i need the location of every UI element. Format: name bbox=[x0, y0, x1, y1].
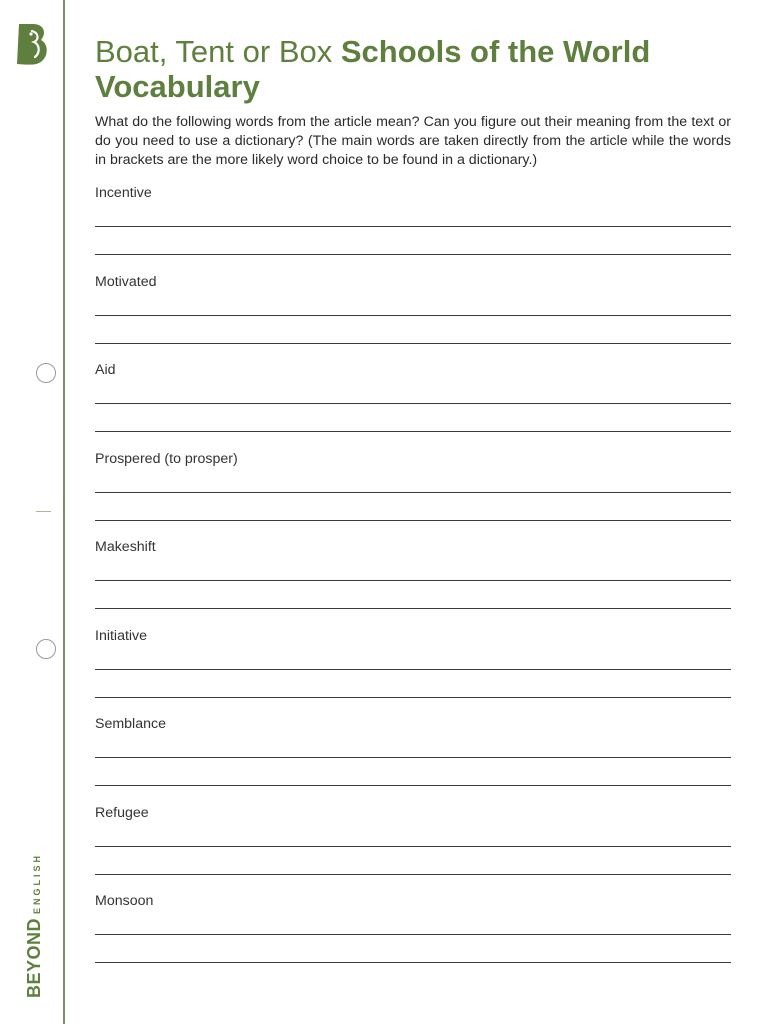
answer-line[interactable] bbox=[95, 846, 731, 847]
fold-mark bbox=[36, 511, 51, 512]
instructions-paragraph: What do the following words from the article mean? Can you figure out their meaning from the text or do you need to use a dictionary? (The main words are taken directly from the article while the words in brackets are the more likely word choice to be found in a dictionary.) bbox=[95, 114, 731, 168]
vocab-word: Makeshift bbox=[95, 539, 156, 555]
beyond-english-logo-icon bbox=[15, 22, 51, 66]
vocab-entry bbox=[95, 891, 731, 980]
punch-hole-top bbox=[36, 363, 56, 383]
vocab-entry bbox=[95, 803, 731, 892]
vocab-entry bbox=[95, 183, 731, 272]
vocabulary-list bbox=[95, 183, 731, 980]
title-bold-line2: Vocabulary bbox=[95, 69, 260, 104]
vocab-entry bbox=[95, 272, 731, 361]
vocab-entry bbox=[95, 360, 731, 449]
vocab-word: Prospered (to prosper) bbox=[95, 450, 238, 467]
answer-line[interactable] bbox=[95, 962, 731, 963]
answer-line[interactable] bbox=[95, 874, 731, 875]
answer-line[interactable] bbox=[95, 580, 731, 581]
answer-line[interactable] bbox=[95, 403, 731, 404]
answer-line[interactable] bbox=[95, 254, 731, 255]
title-bold-line1: Schools of the World bbox=[340, 34, 651, 69]
vocab-word: Incentive bbox=[95, 185, 152, 201]
vocab-word: Initiative bbox=[95, 627, 148, 644]
answer-line[interactable] bbox=[95, 315, 731, 316]
answer-line[interactable] bbox=[95, 492, 731, 493]
answer-line[interactable] bbox=[95, 226, 731, 227]
title-light: Boat, Tent or Box bbox=[95, 34, 341, 69]
answer-line[interactable] bbox=[95, 520, 731, 521]
answer-line[interactable] bbox=[95, 343, 731, 344]
answer-line[interactable] bbox=[95, 669, 731, 670]
page-title bbox=[95, 34, 715, 104]
vocab-word: Motivated bbox=[95, 273, 157, 290]
brand-sub-text: ENGLISH bbox=[32, 852, 42, 914]
brand-main-text: BEYOND bbox=[24, 917, 44, 998]
answer-line[interactable] bbox=[95, 608, 731, 609]
answer-line[interactable] bbox=[95, 697, 731, 698]
vocab-word: Monsoon bbox=[95, 893, 154, 909]
margin-rule bbox=[63, 0, 65, 1024]
vocab-entry bbox=[95, 626, 731, 715]
vocab-entry bbox=[95, 449, 731, 538]
vocab-entry bbox=[95, 537, 731, 626]
answer-line[interactable] bbox=[95, 785, 731, 786]
answer-line[interactable] bbox=[95, 934, 731, 935]
vocab-word: Aid bbox=[95, 362, 116, 378]
vocab-word: Semblance bbox=[95, 716, 166, 732]
answer-line[interactable] bbox=[95, 431, 731, 432]
vocab-entry bbox=[95, 714, 731, 803]
vocab-word: Refugee bbox=[95, 804, 149, 821]
brand-vertical-logo bbox=[24, 853, 45, 998]
punch-hole-bottom bbox=[36, 639, 56, 659]
answer-line[interactable] bbox=[95, 757, 731, 758]
